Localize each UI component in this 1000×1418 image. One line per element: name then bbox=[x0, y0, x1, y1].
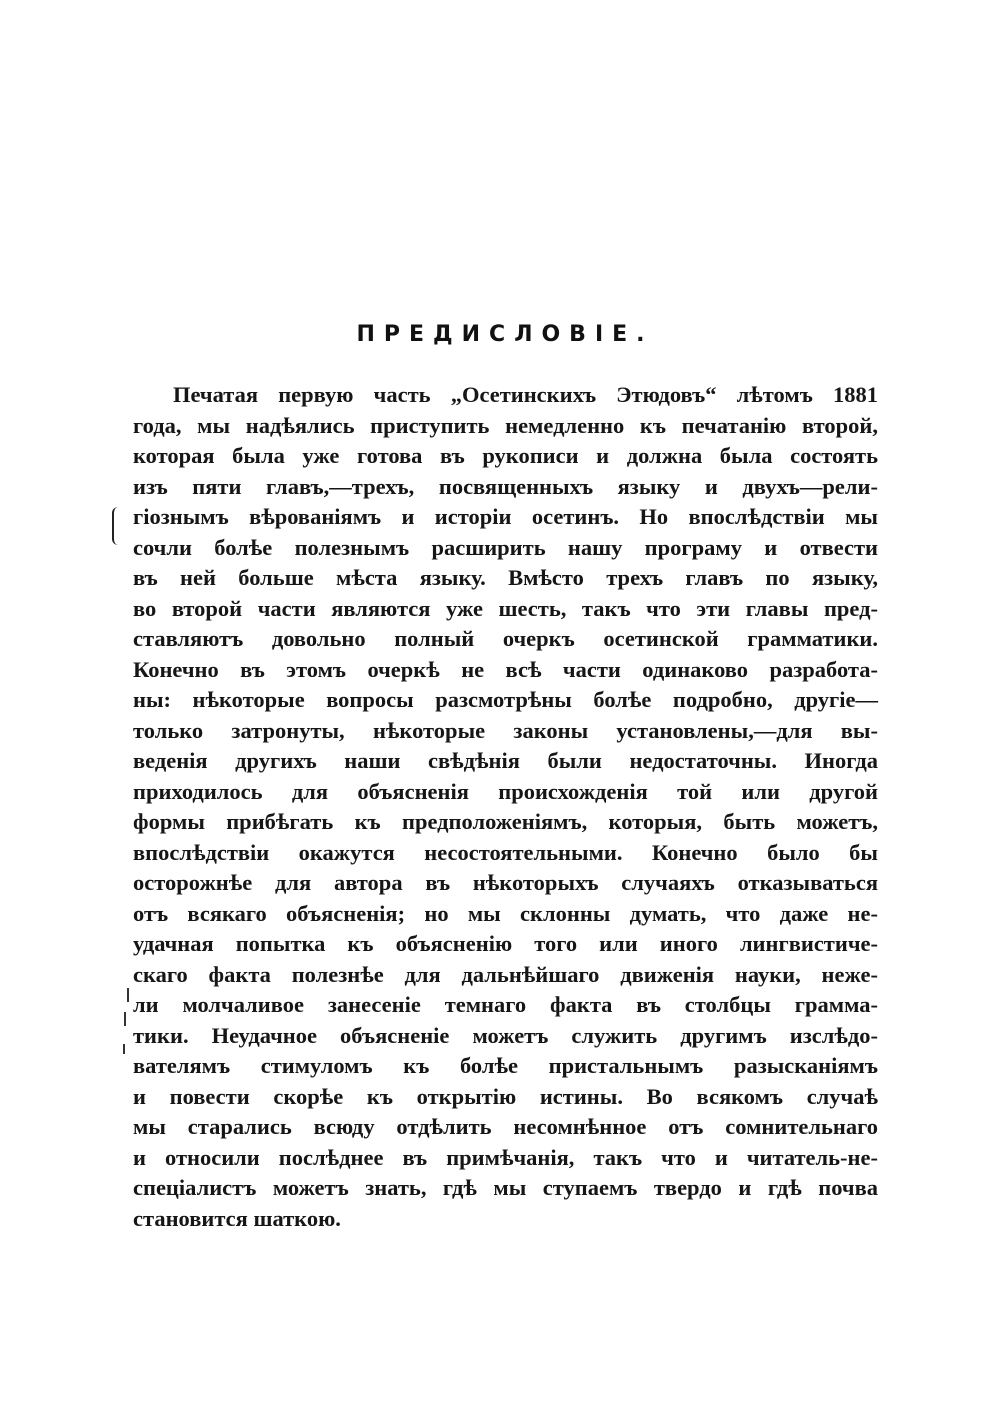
text-line: въ ней больше мѣста языку. Вмѣсто трехъ главъ по языку, bbox=[133, 565, 878, 590]
text-line: веденія другихъ наши свѣдѣнія были недостаточны. Иногда bbox=[133, 748, 878, 773]
text-line: Печатая первую часть „Осетинскихъ Этюдовъ“ лѣтомъ 1881 bbox=[173, 382, 878, 407]
text-line: впослѣдствіи окажутся несостоятельными. Конечно было бы bbox=[133, 839, 878, 865]
text-line: во второй части являются уже шесть, такъ что эти главы пред- bbox=[133, 595, 878, 621]
text-line: и повести скорѣе къ открытію истины. Во всякомъ случаѣ bbox=[133, 1083, 878, 1109]
text-line: удачная попытка къ объясненію того или иного лингвистиче- bbox=[133, 931, 878, 956]
text-line: ли молчаливое занесеніе темнаго факта въ столбцы грамма- bbox=[133, 992, 878, 1017]
margin-tick-mark bbox=[127, 988, 129, 1002]
page-title: ПРЕДИСЛОВІЕ. bbox=[356, 322, 654, 347]
text-line: спеціалистъ можетъ знать, гдѣ мы ступаемъ твердо и гдѣ почва bbox=[133, 1175, 878, 1200]
preface-paragraph bbox=[133, 380, 878, 1234]
text-line: тики. Неудачное объясненіе можетъ служить другимъ изслѣдо- bbox=[133, 1022, 878, 1048]
text-line: ставляютъ довольно полный очеркъ осетинской грамматики. bbox=[133, 626, 878, 651]
text-line: изъ пяти главъ,—трехъ, посвященныхъ языку и двухъ—рели- bbox=[133, 473, 878, 499]
margin-bracket-mark bbox=[112, 507, 122, 545]
text-line: вателямъ стимуломъ къ болѣе пристальнымъ разысканіямъ bbox=[133, 1053, 878, 1078]
text-line: становится шаткою. bbox=[133, 1205, 341, 1231]
text-line: мы старались всюду отдѣлить несомнѣнное отъ сомнительнаго bbox=[133, 1114, 878, 1139]
text-line: скаго факта полезнѣе для дальнѣйшаго движенія науки, неже- bbox=[133, 961, 878, 987]
text-line: которая была уже готова въ рукописи и должна была состоять bbox=[133, 443, 878, 468]
text-line: формы прибѣгать къ предположеніямъ, которыя, быть можетъ, bbox=[133, 809, 878, 834]
text-line: только затронуты, нѣкоторые законы установлены,—для вы- bbox=[133, 717, 878, 743]
text-line: гіознымъ вѣрованіямъ и исторіи осетинъ. Но впослѣдствіи мы bbox=[133, 504, 878, 529]
text-line: и относили послѣднее въ примѣчанія, такъ что и читатель-не- bbox=[133, 1144, 878, 1170]
text-line: приходилось для объясненія происхожденія той или другой bbox=[133, 778, 878, 804]
margin-tick-mark bbox=[123, 1044, 125, 1054]
text-line: Конечно въ этомъ очеркѣ не всѣ части одинаково разработа- bbox=[133, 656, 878, 682]
text-line: отъ всякаго объясненія; но мы склонны думать, что даже не- bbox=[133, 900, 878, 926]
text-line: года, мы надѣялись приступить немедленно къ печатанію второй, bbox=[133, 412, 878, 438]
margin-tick-mark bbox=[124, 1012, 126, 1026]
text-line: осторожнѣе для автора въ нѣкоторыхъ случаяхъ отказываться bbox=[133, 870, 878, 895]
text-line: сочли болѣе полезнымъ расширить нашу програму и отвести bbox=[133, 534, 878, 560]
text-line: ны: нѣкоторые вопросы разсмотрѣны болѣе подробно, другіе— bbox=[133, 687, 878, 712]
